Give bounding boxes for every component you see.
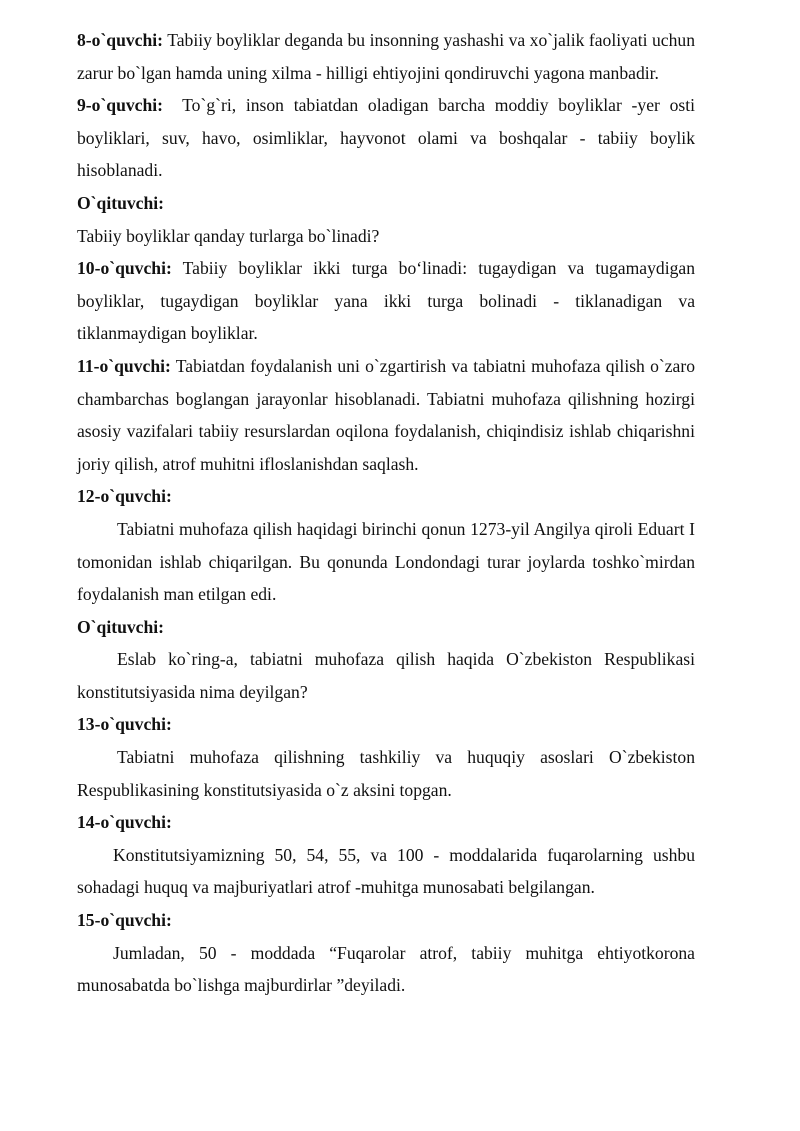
speaker-label: 15-o`quvchi: bbox=[77, 910, 172, 931]
speaker-label: 13-o`quvchi: bbox=[77, 714, 172, 735]
speaker-label: 9-o`quvchi: bbox=[77, 95, 164, 116]
dialogue-paragraph bbox=[77, 187, 695, 220]
dialogue-paragraph bbox=[77, 24, 695, 89]
dialogue-paragraph bbox=[77, 252, 695, 350]
dialogue-paragraph bbox=[77, 708, 695, 741]
speaker-label: 10-o`quvchi: bbox=[77, 258, 172, 279]
dialogue-paragraph bbox=[77, 806, 695, 839]
dialogue-paragraph bbox=[77, 839, 695, 904]
paragraph-text: Tabiiy boyliklar deganda bu insonning yashashi va xo`jalik faoliyati uchun zarur bo`lgan hamda uning xilma - hilligi ehtiyojini qondiruvchi yagona manbadir. bbox=[77, 30, 695, 83]
speaker-label: 11-o`quvchi: bbox=[77, 355, 171, 376]
paragraph-text: Tabiatni muhofaza qilishning tashkiliy va huquqiy asoslari O`zbekiston Respublikasining konstitutsiyasida o`z aksini topgan. bbox=[77, 747, 695, 800]
paragraph-text: Eslab ko`ring-a, tabiatni muhofaza qilish haqida O`zbekiston Respublikasi konstitutsiyasida nima deyilgan? bbox=[77, 649, 695, 702]
dialogue-paragraph bbox=[77, 904, 695, 937]
dialogue-paragraph bbox=[77, 937, 695, 1002]
speaker-label: 12-o`quvchi: bbox=[77, 486, 172, 507]
dialogue-paragraph bbox=[77, 480, 695, 513]
dialogue-paragraph bbox=[77, 741, 695, 806]
paragraph-text: Tabiiy boyliklar ikki turga bo‘linadi: tugaydigan va tugamaydigan boyliklar, tugaydigan boyliklar yana ikki turga bolinadi - tiklanadigan va tiklanmaydigan boyliklar. bbox=[77, 258, 695, 344]
paragraph-text: To`g`ri, inson tabiatdan oladigan barcha moddiy boyliklar -yer osti boyliklari, suv, havo, osimliklar, hayvonot olami va boshqalar - tabiiy boylik hisoblanadi. bbox=[77, 95, 700, 181]
paragraph-text: Tabiiy boyliklar qanday turlarga bo`linadi? bbox=[77, 225, 380, 246]
dialogue-paragraph bbox=[77, 611, 695, 644]
speaker-label: 8-o`quvchi: bbox=[77, 30, 164, 50]
paragraph-text: Tabiatdan foydalanish uni o`zgartirish va tabiatni muhofaza qilish o`zaro chambarchas boglangan jarayonlar hisoblanadi. Tabiatni muhofaza qilishning hozirgi asosiy vazifalari tabiiy resurslardan oqilona foydalanish, chiqindisiz ishlab chiqarishni joriy qilish, atrof muhitni ifloslanishdan saqlash. bbox=[77, 355, 695, 474]
dialogue-paragraph bbox=[77, 513, 695, 611]
paragraph-text: Jumladan, 50 - moddada “Fuqarolar atrof, tabiiy muhitga ehtiyotkorona munosabatda bo`lishga majburdirlar ”deyiladi. bbox=[77, 942, 695, 996]
paragraph-text: Tabiatni muhofaza qilish haqidagi birinchi qonun 1273-yil Angilya qiroli Eduart I tomonidan ishlab chiqarilgan. Bu qonunda Londondagi turar joylarda toshko`mirdan foydalanish man etilgan edi. bbox=[77, 518, 695, 605]
dialogue-paragraph bbox=[77, 89, 700, 187]
speaker-label: O`qituvchi: bbox=[77, 616, 164, 637]
dialogue-paragraph bbox=[77, 350, 695, 480]
speaker-label: 14-o`quvchi: bbox=[77, 812, 172, 833]
speaker-label: O`qituvchi: bbox=[77, 192, 164, 213]
paragraph-text: Konstitutsiyamizning 50, 54, 55, va 100 - moddalarida fuqarolarning ushbu sohadagi huquq va majburiyatlari atrof -muhitga munosabati belgilangan. bbox=[77, 844, 695, 898]
dialogue-paragraph bbox=[77, 643, 695, 708]
dialogue-paragraph bbox=[77, 220, 695, 253]
